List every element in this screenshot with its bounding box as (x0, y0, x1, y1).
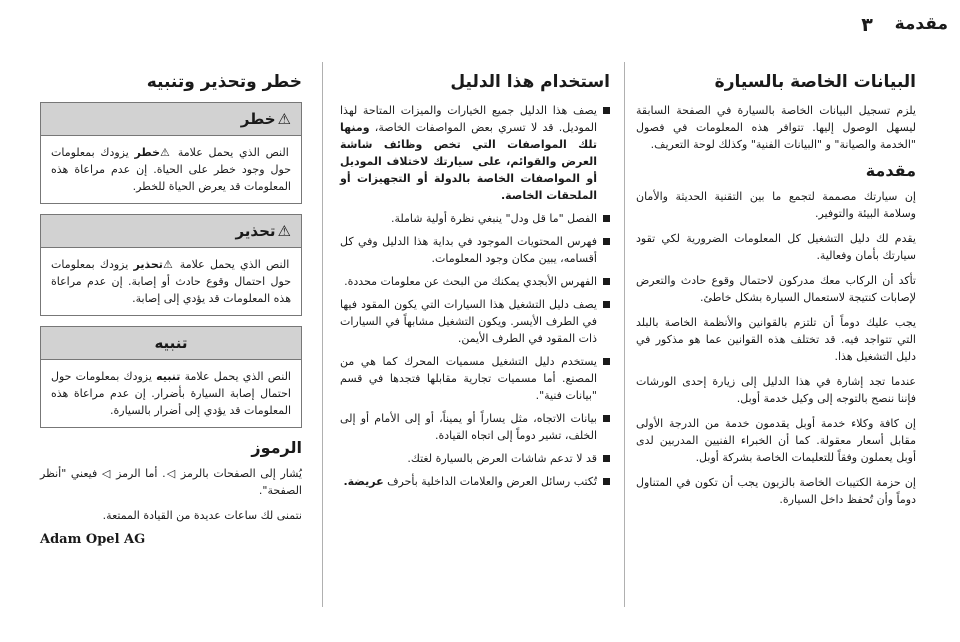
warning-triangle-icon: ⚠ (277, 222, 291, 240)
caution-box-header: تنبيه (41, 327, 301, 360)
column-divider (624, 62, 625, 607)
square-bullet-icon (603, 107, 610, 114)
square-bullet-icon (603, 238, 610, 245)
vehicle-data-heading: البيانات الخاصة بالسيارة (714, 72, 916, 92)
page-title: مقدمة (894, 14, 948, 34)
intro-paragraph: تأكد أن الركاب معك مدركون لاحتمال وقوع حادث والتعرض لإصابات كنتيجة لاستعمال السيارة بشكل خاطئ. (636, 274, 916, 304)
intro-heading: مقدمة (865, 161, 916, 180)
column-divider (322, 62, 323, 607)
intro-paragraph: إن كافة وكلاء خدمة أوبل يقدمون خدمة من الدرجة الأولى مقابل أسعار معقولة. كما أن الخبراء الفنيين المدربين لدى أوبل يعملون وفقاً للتعليمات الخاصة بشركة أوبل. (636, 417, 916, 464)
warnings-heading: خطر وتحذير وتنبيه (146, 72, 302, 92)
square-bullet-icon (603, 215, 610, 222)
list-item: يصف هذا الدليل جميع الخيارات والميزات المتاحة لهذا الموديل. قد لا تسري بعض المواصفات الخاصة، ومنها تلك المواصفات التي تخص وظائف شاشة العرض والقوائم، على سيارتك لاختلاف الموديل أو المواصفات الخاصة بالدولة أو التجهيزات أو الملحقات الخاصة. (340, 102, 610, 204)
warning-triangle-icon: ⚠ (160, 146, 173, 159)
list-item: الفهرس الأبجدي يمكنك من البحث عن معلومات محددة. (340, 273, 610, 290)
warning-box-header: ⚠تحذير (41, 215, 301, 248)
list-item: بيانات الاتجاه، مثل يساراً أو يميناً، أو إلى الأمام أو إلى الخلف، تشير دوماً إلى اتجاه القيادة. (340, 410, 610, 444)
intro-paragraph: يقدم لك دليل التشغيل كل المعلومات الضرورية لكي تقود سيارتك بأمان وفعالية. (636, 232, 916, 262)
list-item: قد لا تدعم شاشات العرض بالسيارة لغتك. (340, 450, 610, 467)
column-usage (340, 72, 610, 496)
caution-box (40, 326, 302, 428)
intro-paragraph: إن سيارتك مصممة لتجمع ما بين التقنية الحديثة والأمان وسلامة البيئة والتوفير. (636, 190, 916, 220)
square-bullet-icon (603, 478, 610, 485)
column-vehicle-data (636, 72, 916, 516)
warning-box (40, 214, 302, 316)
list-item: الفصل "ما قل ودل" ينبغي نظرة أولية شاملة. (340, 210, 610, 227)
list-item: تُكتب رسائل العرض والعلامات الداخلية بأحرف عريضة. (340, 473, 610, 490)
closing-text: نتمنى لك ساعات عديدة من القيادة الممتعة. (102, 509, 302, 522)
warning-triangle-icon: ⚠ (277, 110, 291, 128)
page-number: ٣ (861, 14, 873, 36)
symbols-heading: الرموز (251, 438, 302, 457)
company-name: Adam Opel AG (40, 532, 146, 547)
list-item: يستخدم دليل التشغيل مسميات المحرك كما هي من المصنع. أما مسميات تجارية مقابلها فتجدها في قسم "بيانات فنية". (340, 353, 610, 404)
square-bullet-icon (603, 415, 610, 422)
symbols-text: يُشار إلى الصفحات بالرمز ◁. أما الرمز ◁ فيعني "أنظر الصفحة". (40, 467, 302, 497)
square-bullet-icon (603, 455, 610, 462)
square-bullet-icon (603, 358, 610, 365)
column-warnings (40, 72, 302, 547)
caution-box-text: النص الذي يحمل علامة تنبيه يزودك بمعلومات حول احتمال إصابة السيارة بأضرار. إن عدم مراعاة هذه المعلومات قد يؤدي إلى أضرار بالسيارة. (51, 370, 291, 417)
warning-box-text: النص الذي يحمل علامة ⚠تحذير يزودك بمعلومات حول احتمال وقوع حادث أو إصابة. إن عدم مراعاة هذه المعلومات قد يؤدي إلى إصابة. (51, 258, 291, 305)
usage-heading: استخدام هذا الدليل (450, 72, 610, 92)
list-item: يصف دليل التشغيل هذا السيارات التي يكون المقود فيها في الطرف الأيسر. ويكون التشغيل مشابهاً في السيارات ذات المقود في الطرف الأيمن. (340, 296, 610, 347)
danger-box-text: النص الذي يحمل علامة ⚠خطر يزودك بمعلومات حول وجود خطر على الحياة. إن عدم مراعاة هذه المعلومات قد يعرض الحياة للخطر. (51, 146, 291, 193)
danger-box (40, 102, 302, 204)
warning-triangle-icon: ⚠ (162, 258, 175, 271)
square-bullet-icon (603, 301, 610, 308)
intro-paragraph: يجب عليك دوماً أن تلتزم بالقوانين والأنظمة الخاصة بالبلد التي تتواجد فيه. قد تختلف هذه القوانين عما هو مذكور في دليل التشغيل هذا. (636, 316, 916, 363)
intro-paragraph: عندما تجد إشارة في هذا الدليل إلى زيارة إحدى الورشات فإننا ننصح بالتوجه إلى وكيل خدمة أوبل. (636, 375, 916, 405)
page-header (0, 0, 960, 52)
square-bullet-icon (603, 278, 610, 285)
list-item: فهرس المحتويات الموجود في بداية هذا الدليل وفي كل أقسامه، يبين مكان وجود المعلومات. (340, 233, 610, 267)
usage-list (340, 102, 610, 490)
danger-box-header: ⚠خطر (41, 103, 301, 136)
vehicle-data-text: يلزم تسجيل البيانات الخاصة بالسيارة في الصفحة السابقة ليسهل الوصول إليها. تتوافر هذه المعلومات في فصول "الخدمة والصيانة" و "البيانات الفنية" وكذلك لوحة التعريف. (636, 104, 916, 151)
intro-paragraph: إن حزمة الكتيبات الخاصة بالزبون يجب أن تكون في المتناول دوماً وأن تُحفظ داخل السيارة. (636, 476, 916, 506)
